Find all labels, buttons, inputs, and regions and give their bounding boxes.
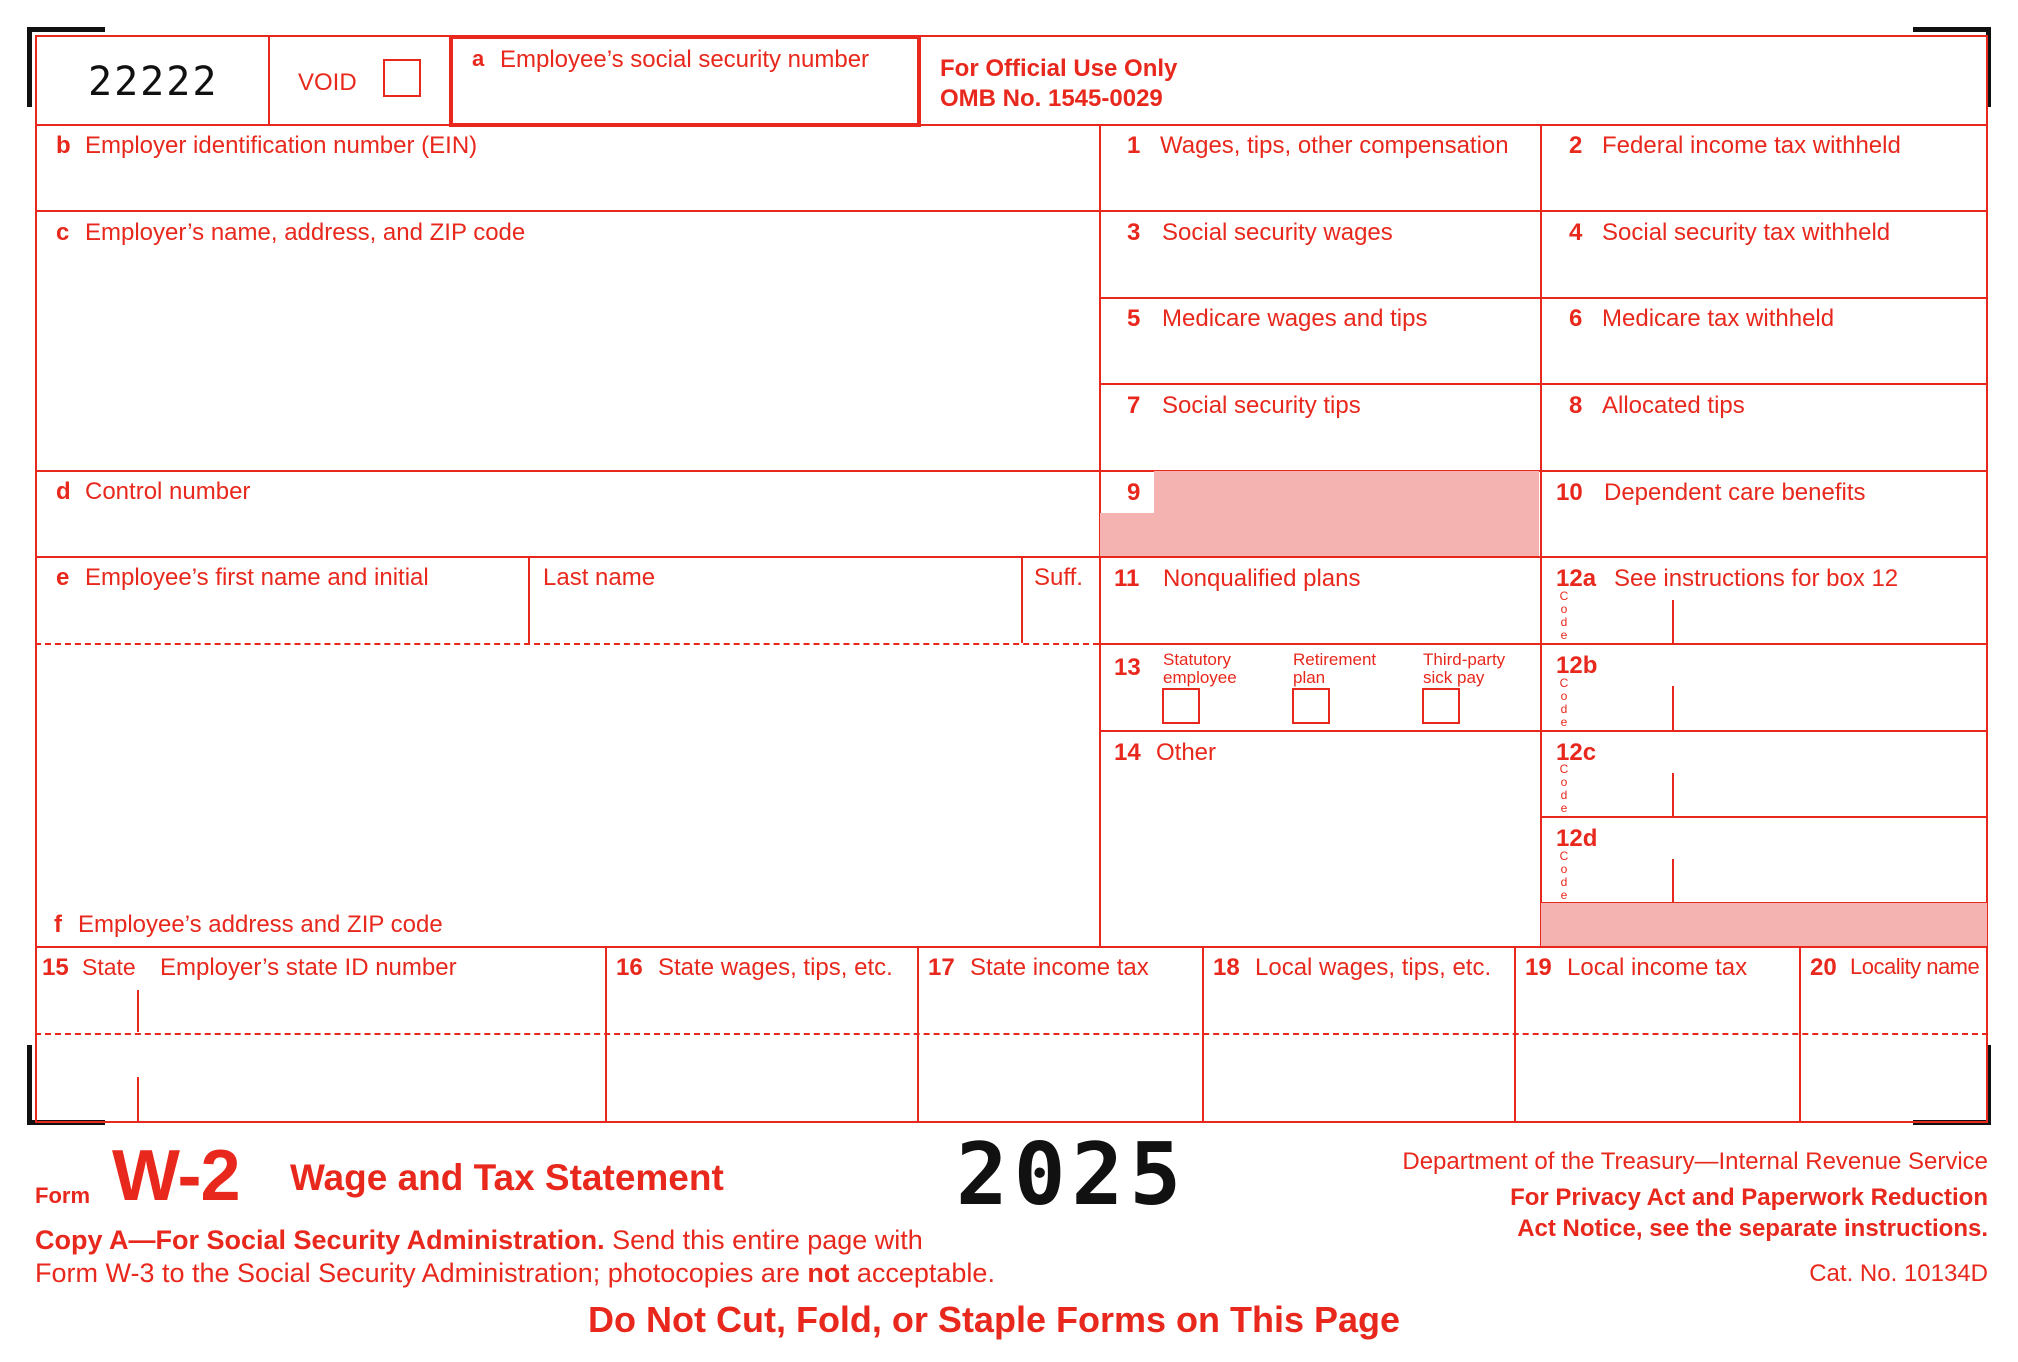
box-f-address-field[interactable] [37,646,1098,896]
corner-mark-top-right [1913,27,1991,32]
void-checkbox[interactable] [383,59,421,97]
box-4-number: 4 [1569,219,1583,246]
box-14-label: Other [1156,739,1217,766]
box-13-retirement-label [1293,651,1376,687]
box-11-number: 11 [1114,565,1140,592]
code-letter: d [1560,702,1568,716]
box-16-label: State wages, tips, etc. [658,954,893,981]
box-17-label: State income tax [970,954,1149,981]
divider [1672,859,1674,902]
box-12c-code-label [1558,763,1570,815]
divider [1672,773,1674,816]
box-6-number: 6 [1569,305,1583,332]
box-15-state-field-1[interactable] [37,990,135,1032]
box-e-letter: e [56,564,70,591]
form-title: Wage and Tax Statement [290,1157,724,1198]
box-11-label: Nonqualified plans [1163,565,1361,592]
corner-mark-bottom-left-v [27,1045,32,1125]
box-12a-amount-field[interactable] [1675,595,1986,641]
statutory-line2: employee [1163,668,1237,687]
divider [137,1077,139,1121]
code-letter: C [1559,676,1569,690]
divider [1099,383,1988,385]
box-14-number: 14 [1114,739,1141,766]
box-8-allocated-tips-field[interactable] [1542,420,1986,468]
box-9-shaded-lower [1100,513,1539,556]
code-letter: d [1560,788,1568,802]
box-8-number: 8 [1569,392,1583,419]
retirement-line1: Retirement [1293,650,1377,669]
divider [1099,643,1988,645]
box-11-nonqualified-field[interactable] [1101,593,1539,641]
box-16-field-2[interactable] [608,1036,915,1120]
box-d-label: Control number [85,478,251,505]
code-letter: e [1560,628,1568,642]
box-16-field-1[interactable] [608,990,915,1032]
box-e-suffix-field[interactable] [1023,590,1098,642]
copy-a-line2-end: acceptable. [849,1258,995,1288]
code-letter: C [1559,849,1569,863]
box-13-statutory-label [1163,651,1237,687]
box-e-suffix-label: Suff. [1034,564,1083,591]
copy-a-line1 [35,1227,923,1254]
box-13-thirdparty-label [1423,651,1505,687]
divider [35,556,1988,558]
box-12d-code-field[interactable] [1575,855,1670,901]
privacy-notice-line1: For Privacy Act and Paperwork Reduction [1510,1184,1988,1211]
box-15-state-label: State [82,954,136,980]
box-17-field-1[interactable] [920,990,1200,1032]
box-12a-code-label [1558,590,1570,642]
cat-number: Cat. No. 10134D [1809,1260,1988,1287]
box-c-label: Employer’s name, address, and ZIP code [85,219,526,246]
divider [1540,816,1988,818]
box-9-number: 9 [1127,479,1141,506]
code-letter: o [1560,689,1568,703]
box-15-number: 15 [42,954,69,981]
thirdparty-line2: sick pay [1423,668,1485,687]
box-b-letter: b [56,132,71,159]
box-20-label: Locality name [1850,954,1980,979]
form-name-w2: W-2 [112,1136,240,1216]
corner-mark-top-left-v [27,27,32,107]
box-12a-label: See instructions for box 12 [1614,565,1899,592]
box-15-label: Employer’s state ID number [160,954,457,981]
box-6-label: Medicare tax withheld [1602,305,1835,332]
box-20-field-2[interactable] [1802,1036,1986,1120]
privacy-notice-line2: Act Notice, see the separate instructions. [1517,1215,1988,1242]
box-5-medicare-wages-field[interactable] [1101,333,1539,381]
void-label: VOID [298,69,357,96]
box-3-ss-wages-field[interactable] [1101,247,1539,295]
box-9-shaded [1154,471,1539,513]
code-letter: e [1560,888,1568,902]
code-letter: o [1560,775,1568,789]
box-10-dependent-care-field[interactable] [1542,507,1986,555]
do-not-cut-warning: Do Not Cut, Fold, or Staple Forms on This Page [588,1299,1401,1340]
box-5-number: 5 [1127,305,1141,332]
retirement-line2: plan [1293,668,1326,687]
box-1-number: 1 [1127,132,1141,159]
corner-mark-top-left [27,27,105,32]
box-12b-number: 12b [1556,652,1598,679]
thirdparty-line1: Third-party [1423,650,1506,669]
box-14-other-field[interactable] [1101,768,1539,944]
box-12a-code-field[interactable] [1575,595,1670,641]
box-18-field-2[interactable] [1205,1036,1512,1120]
box-17-number: 17 [928,954,955,981]
box-12c-amount-field[interactable] [1675,768,1986,814]
copy-a-not: not [807,1258,850,1288]
box-18-field-1[interactable] [1205,990,1512,1032]
divider [137,990,139,1032]
copy-a-rest: Send this entire page with [604,1225,923,1255]
box-13-number: 13 [1114,654,1141,681]
box-10-label: Dependent care benefits [1604,479,1866,506]
third-party-sick-pay-checkbox[interactable] [1422,688,1460,724]
box-17-field-2[interactable] [920,1036,1200,1120]
copy-a-bold: Copy A—For Social Security Administration. [35,1225,605,1255]
box-12b-code-label [1558,677,1570,729]
box-12d-code-label [1558,850,1570,902]
box-12c-number: 12c [1556,739,1597,766]
box-c-employer-field[interactable] [37,212,1098,469]
box-12c-code-field[interactable] [1575,768,1670,814]
box-e-first-name-field[interactable] [37,590,527,642]
code-letter: e [1560,801,1568,815]
box-6-medicare-tax-field[interactable] [1542,333,1986,381]
code-letter: C [1559,762,1569,776]
statutory-employee-checkbox[interactable] [1162,688,1200,724]
box-18-number: 18 [1213,954,1240,981]
copy-a-line2 [35,1260,995,1287]
code-letter: d [1560,615,1568,629]
box-20-number: 20 [1810,954,1837,981]
box-19-field-1[interactable] [1517,990,1797,1032]
box-5-label: Medicare wages and tips [1162,305,1428,332]
box-12b-code-field[interactable] [1575,682,1670,728]
box-12d-amount-field[interactable] [1675,855,1986,901]
box-15-state-id-field-1[interactable] [140,990,603,1032]
box-20-field-1[interactable] [1802,990,1986,1032]
box-15-state-field-2[interactable] [37,1036,135,1120]
box-19-number: 19 [1525,954,1552,981]
box-b-label: Employer identification number (EIN) [85,132,478,159]
statutory-line1: Statutory [1163,650,1232,669]
box-2-label: Federal income tax withheld [1602,132,1901,159]
divider [1099,297,1988,299]
box-1-wages-field[interactable] [1101,160,1539,208]
box-a-letter: a [472,46,485,71]
box-19-field-2[interactable] [1517,1036,1797,1120]
box-12b-amount-field[interactable] [1675,682,1986,728]
box-7-label: Social security tips [1162,392,1361,419]
box-e-last-name-label: Last name [543,564,656,591]
code-letter: o [1560,602,1568,616]
form-word: Form [35,1183,90,1208]
dept-treasury: Department of the Treasury—Internal Revenue Service [1402,1148,1988,1175]
box-7-ss-tips-field[interactable] [1101,420,1539,468]
box-b-ein-field[interactable] [37,126,1098,209]
divider [35,1033,1988,1035]
copy-a-line2-start: Form W-3 to the Social Security Administration; photocopies are [35,1258,808,1288]
box-12a-number: 12a [1556,565,1597,592]
box-4-ss-tax-field[interactable] [1542,247,1986,295]
box-3-label: Social security wages [1162,219,1393,246]
divider [1672,686,1674,730]
box-2-fed-tax-field[interactable] [1542,160,1986,208]
divider [35,946,1988,948]
code-letter: C [1559,589,1569,603]
divider [1672,600,1674,643]
divider [35,643,1099,645]
box-d-letter: d [56,478,71,505]
box-f-label: Employee’s address and ZIP code [78,911,443,938]
box-e-last-name-field[interactable] [530,590,1020,642]
retirement-plan-checkbox[interactable] [1292,688,1330,724]
box-10-number: 10 [1556,479,1583,506]
box-3-number: 3 [1127,219,1141,246]
code-letter: o [1560,862,1568,876]
form-code: 22222 [88,59,219,105]
box-15-state-id-field-2[interactable] [140,1036,603,1120]
box-8-label: Allocated tips [1602,392,1745,419]
box-4-label: Social security tax withheld [1602,219,1891,246]
code-letter: e [1560,715,1568,729]
box-2-number: 2 [1569,132,1583,159]
box-7-number: 7 [1127,392,1141,419]
box-1-label: Wages, tips, other compensation [1160,132,1509,159]
box-e-label: Employee’s first name and initial [85,564,429,591]
box-12d-number: 12d [1556,825,1598,852]
official-use-line1: For Official Use Only [940,55,1178,82]
box-18-label: Local wages, tips, etc. [1255,954,1492,981]
box-12-shaded-end [1541,903,1987,946]
code-letter: d [1560,875,1568,889]
box-a-label: Employee’s social security number [500,46,870,73]
divider [1099,730,1988,732]
box-c-letter: c [56,219,70,246]
box-16-number: 16 [616,954,643,981]
divider [268,35,270,125]
tax-year: 2025 [956,1125,1188,1225]
official-use-line2: OMB No. 1545-0029 [940,85,1163,112]
box-19-label: Local income tax [1567,954,1748,981]
box-f-letter: f [54,911,62,938]
box-d-control-field[interactable] [37,472,1098,555]
